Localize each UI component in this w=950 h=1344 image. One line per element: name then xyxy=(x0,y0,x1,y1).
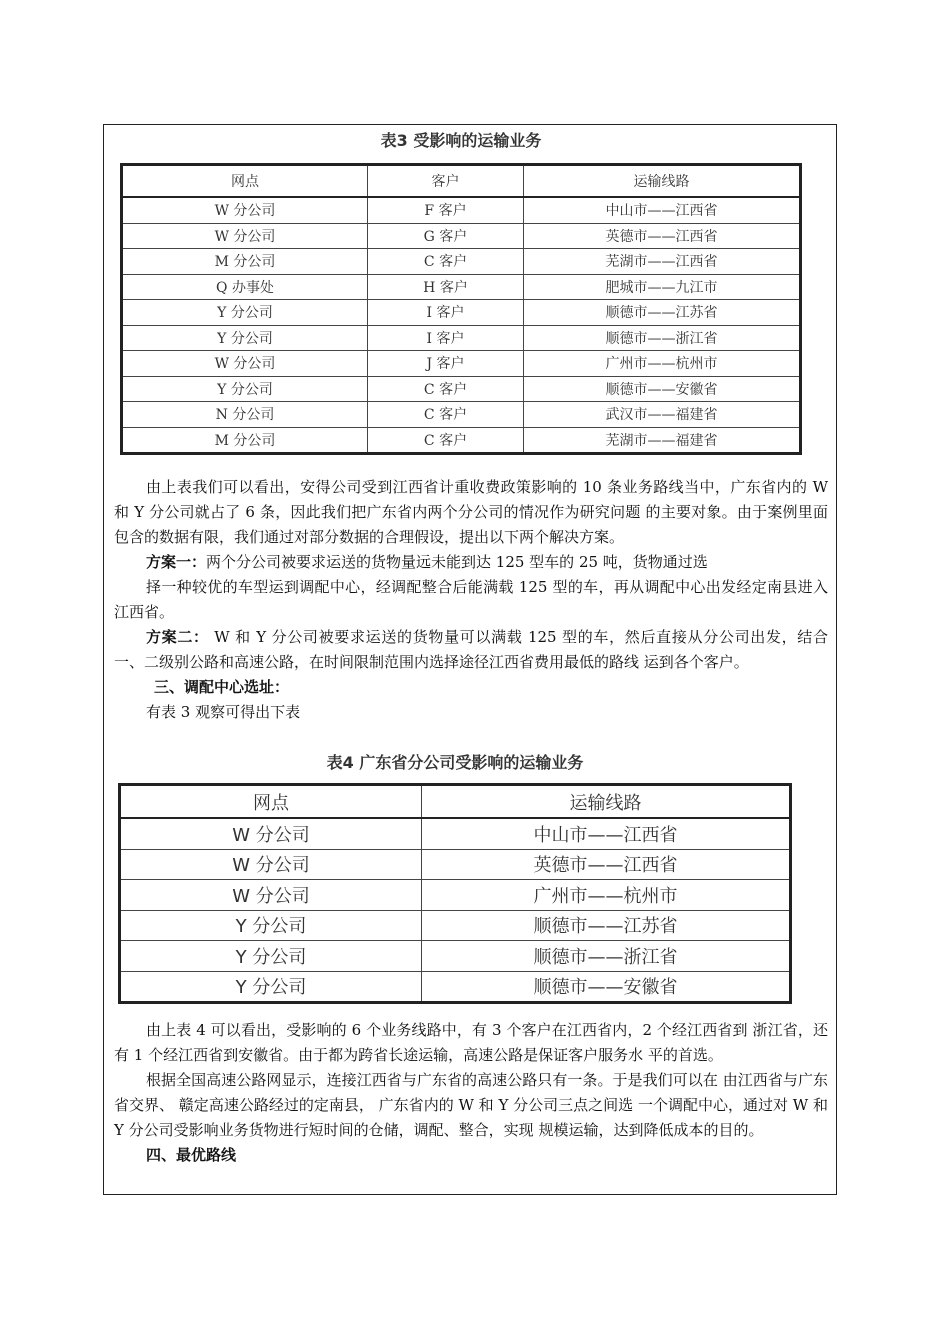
paragraph: 由上表 4 可以看出，受影响的 6 个业务线路中，有 3 个客户在江西省内，2 个经江西省到 浙江省，还有 1 个经江西省到安徽省。由于都为跨省长途运输，高速公路是保证客户服务水 平的首选。 xyxy=(114,1021,828,1064)
table-cell: 顺德市——江苏省 xyxy=(422,910,791,941)
header-cell: 网点 xyxy=(120,785,422,819)
table-row xyxy=(120,910,791,941)
table-row xyxy=(122,351,801,377)
table-cell: Y 分公司 xyxy=(122,376,368,402)
table-header-row xyxy=(122,165,801,198)
table-cell: N 分公司 xyxy=(122,402,368,428)
table-cell: J 客户 xyxy=(368,351,524,377)
table-cell: 顺德市——安徽省 xyxy=(422,971,791,1003)
section-heading: 三、调配中心选址： xyxy=(154,678,290,696)
table-row xyxy=(122,402,801,428)
plan2-text: W 和 Y 分公司被要求运送的货物量可以满载 125 型的车，然后直接从分公司出发，结合一、二级别公路和高速公路，在时间限制范围内选择途径江西省费用最低的路线 运到各个客户。 xyxy=(114,628,828,671)
paragraph: 有表 3 观察可得出下表 xyxy=(146,703,301,721)
table-header-row xyxy=(120,785,791,819)
table-row xyxy=(120,941,791,972)
table-row xyxy=(120,849,791,880)
plan1-text: 两个分公司被要求运送的货物量远未能到达 125 型车的 25 吨，货物通过选 xyxy=(206,553,708,571)
table-cell: M 分公司 xyxy=(122,427,368,454)
table-cell: W 分公司 xyxy=(122,351,368,377)
table-cell: Q 办事处 xyxy=(122,274,368,300)
table-cell: 武汉市——福建省 xyxy=(524,402,801,428)
table-row xyxy=(122,376,801,402)
body-text-2 xyxy=(114,1018,828,1168)
table-cell: Y 分公司 xyxy=(120,910,422,941)
table-row xyxy=(122,300,801,326)
table-cell: H 客户 xyxy=(368,274,524,300)
table-cell: 中山市——江西省 xyxy=(524,197,801,223)
table-cell: C 客户 xyxy=(368,402,524,428)
plan2-label: 方案二： xyxy=(146,628,209,646)
table3 xyxy=(120,163,802,455)
table-cell: 顺德市——浙江省 xyxy=(524,325,801,351)
table-cell: W 分公司 xyxy=(120,880,422,911)
table-cell: 顺德市——江苏省 xyxy=(524,300,801,326)
table-row xyxy=(120,880,791,911)
table-cell: Y 分公司 xyxy=(120,971,422,1003)
table-cell: G 客户 xyxy=(368,223,524,249)
table-cell: 英德市——江西省 xyxy=(524,223,801,249)
table-row xyxy=(122,197,801,223)
header-cell: 运输线路 xyxy=(422,785,791,819)
table3-caption: 表3 受影响的运输业务 xyxy=(380,131,542,150)
table4-caption: 表4 广东省分公司受影响的运输业务 xyxy=(326,753,584,772)
table-cell: 肥城市——九江市 xyxy=(524,274,801,300)
table-cell: 顺德市——浙江省 xyxy=(422,941,791,972)
table-cell: Y 分公司 xyxy=(120,941,422,972)
table-cell: W 分公司 xyxy=(122,197,368,223)
paragraph-plan1 xyxy=(114,550,828,575)
table-row xyxy=(122,249,801,275)
table-row xyxy=(122,427,801,454)
table-row xyxy=(122,274,801,300)
table-cell: W 分公司 xyxy=(120,849,422,880)
table-cell: W 分公司 xyxy=(122,223,368,249)
table-row xyxy=(122,325,801,351)
table-cell: M 分公司 xyxy=(122,249,368,275)
table4 xyxy=(118,783,792,1004)
paragraph: 择一种较优的车型运到调配中心，经调配整合后能满载 125 型的车，再从调配中心出发经定南县进入江西省。 xyxy=(114,578,828,621)
table-cell: 广州市——杭州市 xyxy=(422,880,791,911)
table-cell: 芜湖市——福建省 xyxy=(524,427,801,454)
table-cell: 中山市——江西省 xyxy=(422,818,791,849)
table-cell: I 客户 xyxy=(368,300,524,326)
paragraph: 由上表我们可以看出，安得公司受到江西省计重收费政策影响的 10 条业务路线当中，广东省内的 W 和 Y 分公司就占了 6 条，因此我们把广东省内两个分公司的情况作为研究问题 的主要对象。由于案例里面包含的数据有限，我们通过对部分数据的合理假设，提出以下两个解决方案。 xyxy=(114,478,828,546)
table-row xyxy=(120,971,791,1003)
paragraph: 根据全国高速公路网显示，连接江西省与广东省的高速公路只有一条。于是我们可以在 由江西省与广东省交界、 赣定高速公路经过的定南县， 广东省内的 W 和 Y 分公司三点之间选 一个调配中心，通过对 W 和 Y 分公司受影响业务货物进行短时间的仓储，调配、整合，实现 规模运输，达到降低成本的目的。 xyxy=(114,1071,828,1139)
table-cell: C 客户 xyxy=(368,376,524,402)
table-row xyxy=(120,818,791,849)
table-cell: C 客户 xyxy=(368,249,524,275)
body-text-1 xyxy=(114,475,828,725)
header-cell: 网点 xyxy=(122,165,368,198)
header-cell: 客户 xyxy=(368,165,524,198)
table-cell: Y 分公司 xyxy=(122,325,368,351)
table-cell: F 客户 xyxy=(368,197,524,223)
table-row xyxy=(122,223,801,249)
table-cell: 英德市——江西省 xyxy=(422,849,791,880)
table-cell: W 分公司 xyxy=(120,818,422,849)
table-cell: 顺德市——安徽省 xyxy=(524,376,801,402)
table-cell: 芜湖市——江西省 xyxy=(524,249,801,275)
table-cell: 广州市——杭州市 xyxy=(524,351,801,377)
table-cell: I 客户 xyxy=(368,325,524,351)
paragraph-plan2 xyxy=(114,625,828,675)
header-cell: 运输线路 xyxy=(524,165,801,198)
table-cell: C 客户 xyxy=(368,427,524,454)
plan1-label: 方案一： xyxy=(146,553,207,571)
section-heading: 四、最优路线 xyxy=(146,1146,237,1164)
table-cell: Y 分公司 xyxy=(122,300,368,326)
